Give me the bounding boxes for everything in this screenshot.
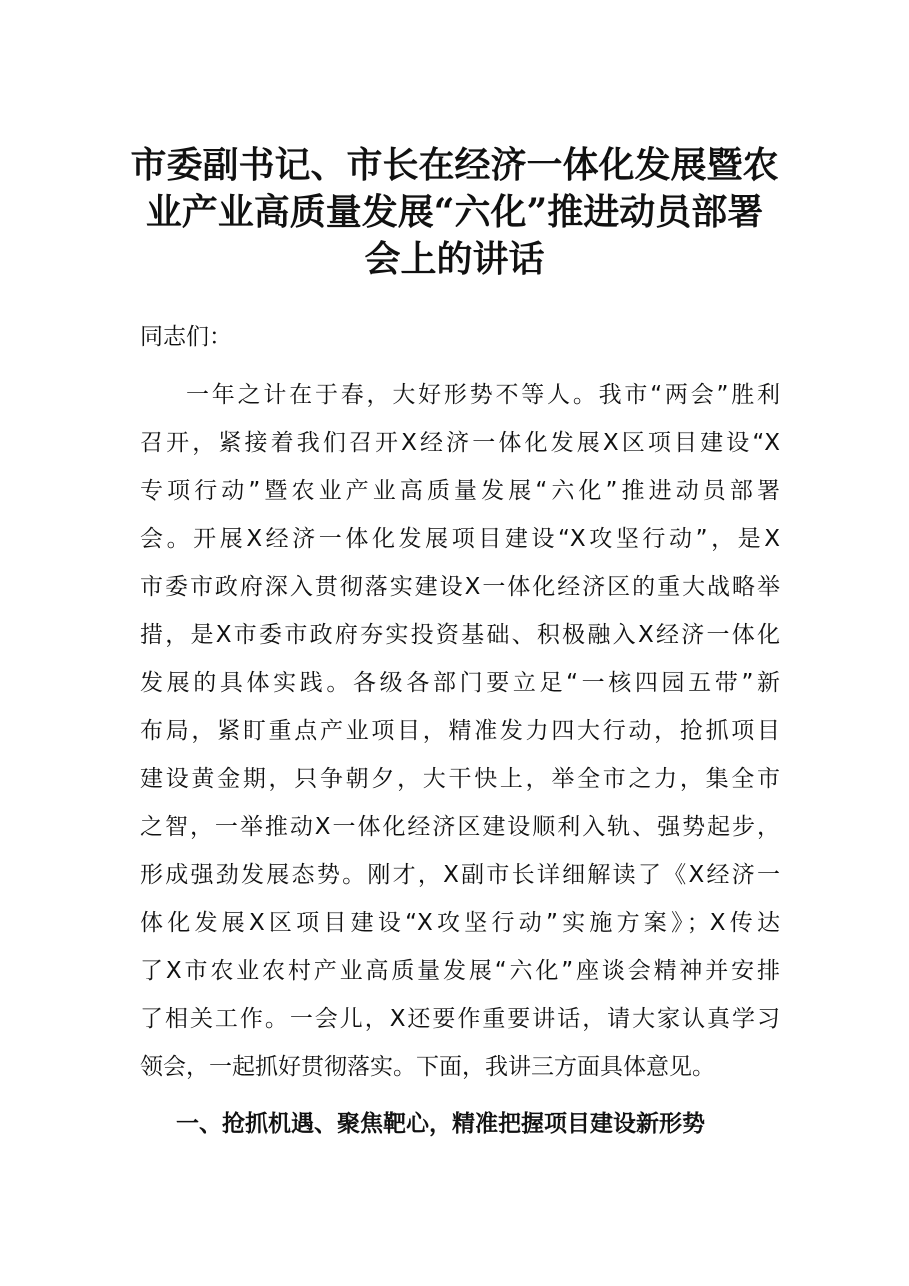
paragraph-line: 形成强劲发展态势。刚才，X副市长详细解读了《X经济一 (140, 862, 780, 888)
paragraph-line: 布局，紧盯重点产业项目，精准发力四大行动，抢抓项目 (140, 718, 780, 744)
paragraph-line: 市委市政府深入贯彻落实建设X一体化经济区的重大战略举 (140, 574, 780, 600)
paragraph-line: 之智，一举推动X一体化经济区建设顺利入轨、强势起步， (140, 814, 780, 840)
paragraph-line: 领会，一起抓好贯彻落实。下面，我讲三方面具体意见。 (140, 1054, 715, 1080)
title-line: 会上的讲话 (364, 238, 545, 280)
paragraph-line: 建设黄金期，只争朝夕，大干快上，举全市之力，集全市 (140, 766, 780, 792)
title-line: 市委副书记、市长在经济一体化发展暨农 (130, 144, 779, 186)
paragraph-line: 发展的具体实践。各级各部门要立足“一核四园五带”新 (140, 670, 780, 696)
document-title (120, 142, 789, 283)
salutation: 同志们： (140, 324, 232, 350)
section-heading: 一、抢抓机遇、聚焦靶心，精准把握项目建设新形势 (176, 1111, 705, 1137)
paragraph-line: 了相关工作。一会儿，X还要作重要讲话，请大家认真学习 (140, 1006, 780, 1032)
paragraph-line: 会。开展X经济一体化发展项目建设“X攻坚行动”，是X (140, 526, 780, 552)
paragraph-line: 措，是X市委市政府夯实投资基础、积极融入X经济一体化 (140, 622, 780, 648)
paragraph-line: 一年之计在于春，大好形势不等人。我市“两会”胜利 (186, 382, 780, 408)
paragraph-line: 体化发展X区项目建设“X攻坚行动”实施方案》；X传达 (140, 910, 780, 936)
opening-paragraph (140, 378, 780, 1098)
title-line: 业产业高质量发展“六化”推进动员部署 (145, 191, 764, 233)
paragraph-line: 了X市农业农村产业高质量发展“六化”座谈会精神并安排 (140, 958, 780, 984)
paragraph-line: 召开，紧接着我们召开X经济一体化发展X区项目建设“X (140, 430, 780, 456)
paragraph-line: 专项行动”暨农业产业高质量发展“六化”推进动员部署 (140, 478, 780, 504)
